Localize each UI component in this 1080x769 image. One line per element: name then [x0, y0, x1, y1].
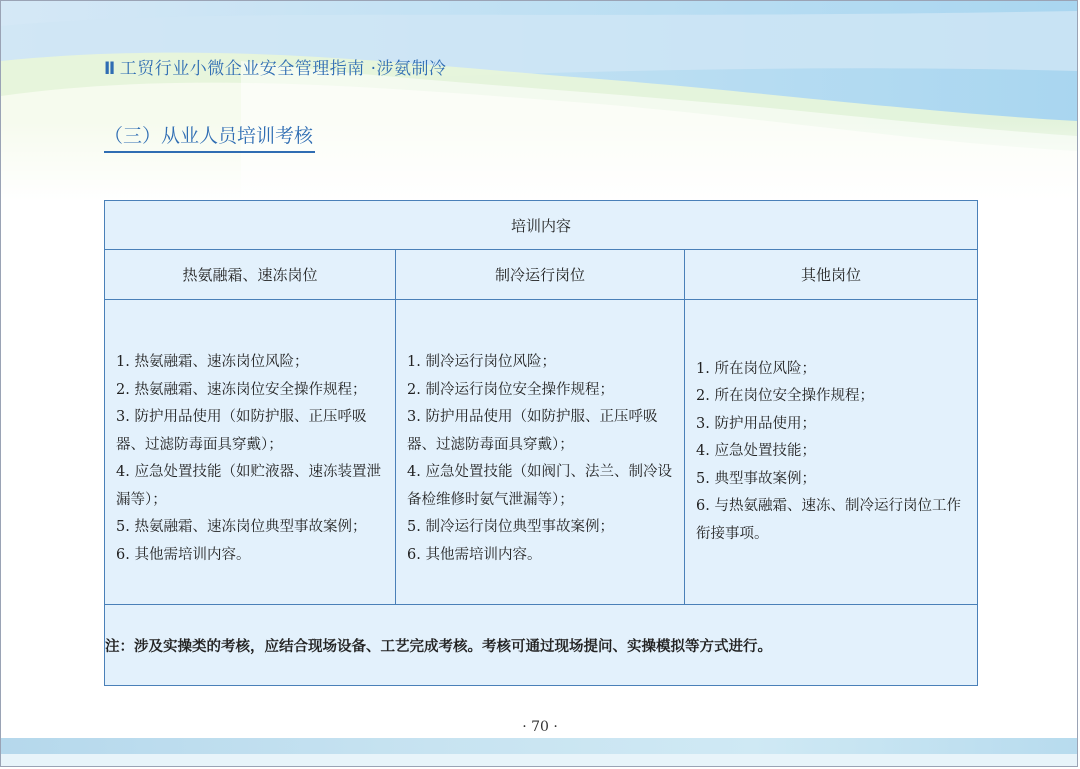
list-item: 1. 热氨融霜、速冻岗位风险； [116, 354, 309, 370]
training-table [104, 200, 978, 686]
list-item: 5. 制冷运行岗位典型事故案例； [407, 519, 614, 535]
column-cell-refrigeration [396, 300, 685, 605]
table-body-row [105, 300, 978, 605]
list-item: 4. 应急处置技能； [696, 443, 816, 460]
list-item: 2. 制冷运行岗位安全操作规程； [407, 381, 614, 398]
list-item: 1. 所在岗位风险； [696, 360, 816, 377]
list-item: 3. 防护用品使用（如防护服、正压呼吸器、过滤防毒面具穿戴）； [116, 409, 367, 453]
table-column-header-row [105, 250, 978, 300]
table-heading: 培训内容 [105, 201, 978, 250]
table-note: 注：涉及实操类的考核，应结合现场设备、工艺完成考核。考核可通过现场提问、实操模拟等方式进行。 [105, 605, 978, 686]
list-item: 3. 防护用品使用（如防护服、正压呼吸器、过滤防毒面具穿戴）； [407, 409, 658, 453]
list-item: 6. 其他需培训内容。 [116, 546, 251, 563]
column-cell-other [685, 300, 978, 605]
list-item: 3. 防护用品使用； [696, 415, 816, 432]
column-cell-defrost [105, 300, 396, 605]
list-item: 4. 应急处置技能（如贮液器、速冻装置泄漏等）； [116, 464, 381, 508]
list-item: 4. 应急处置技能（如阀门、法兰、制冷设备检维修时氨气泄漏等）； [407, 464, 672, 508]
running-header [104, 54, 447, 79]
column-header-refrigeration: 制冷运行岗位 [396, 250, 685, 300]
page-number: · 70 · [522, 719, 558, 735]
list-item: 2. 所在岗位安全操作规程； [696, 388, 874, 405]
list-item: 5. 典型事故案例； [696, 470, 816, 487]
list-item: 6. 其他需培训内容。 [407, 546, 542, 563]
table-heading-row [105, 201, 978, 250]
list-item: 1. 制冷运行岗位风险； [407, 354, 556, 370]
header-marker: Ⅱ [104, 59, 116, 79]
section-title: （三）从业人员培训考核 [104, 124, 315, 153]
column-header-other: 其他岗位 [685, 250, 978, 300]
list-item: 5. 热氨融霜、速冻岗位典型事故案例； [116, 519, 367, 535]
footer-decoration [1, 738, 1077, 754]
column-header-defrost: 热氨融霜、速冻岗位 [105, 250, 396, 300]
list-item: 6. 与热氨融霜、速冻、制冷运行岗位工作衔接事项。 [696, 498, 961, 542]
table-note-row [105, 605, 978, 686]
header-decoration [1, 1, 1077, 201]
header-title: 工贸行业小微企业安全管理指南 ·涉氨制冷 [119, 59, 447, 79]
footer-decoration-lower [1, 754, 1077, 766]
list-item: 2. 热氨融霜、速冻岗位安全操作规程； [116, 381, 367, 398]
